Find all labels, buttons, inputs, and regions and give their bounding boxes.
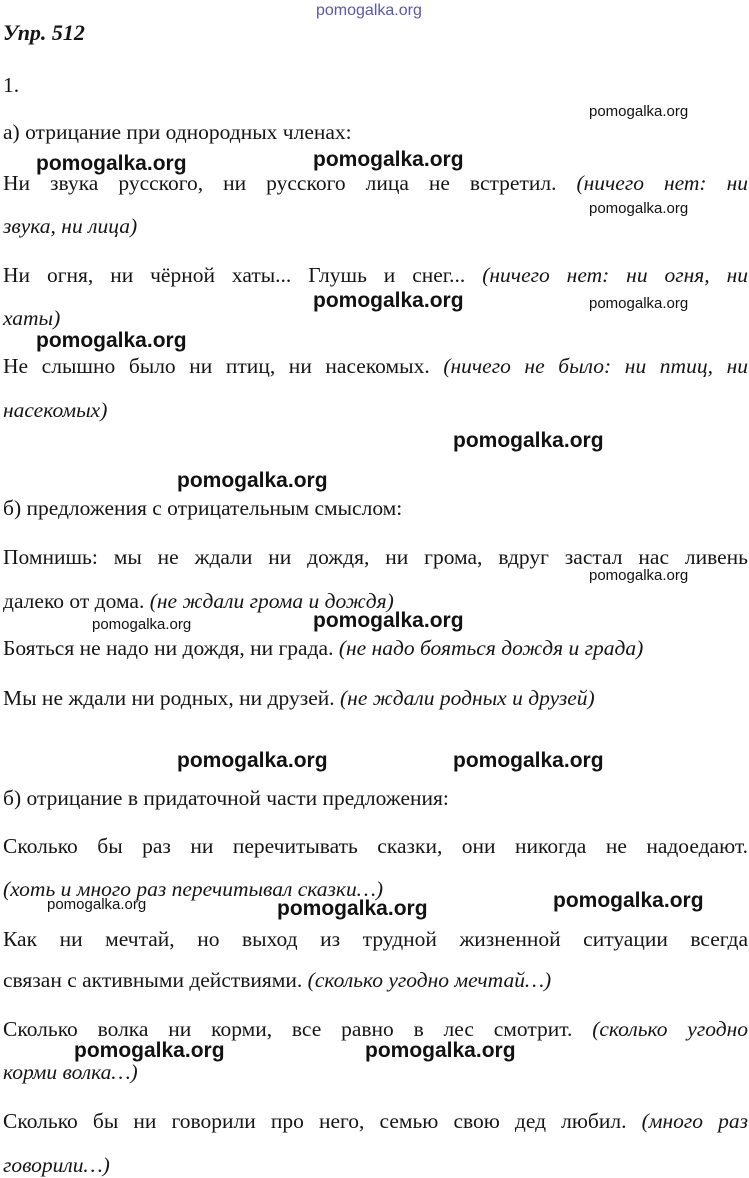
watermark[interactable]: pomogalka.org: [553, 889, 704, 912]
sentence-note-end: хаты): [3, 306, 61, 330]
watermark[interactable]: pomogalka.org: [589, 567, 689, 584]
sentence-note-start: (ничего нет: ни: [576, 171, 749, 195]
sentence-text: Ни звука русского, ни русского лица не встретил.: [3, 171, 557, 195]
watermark[interactable]: pomogalka.org: [177, 749, 328, 772]
exercise-title: Упр. 512: [3, 20, 85, 45]
section-heading-b: б) предложения с отрицательным смыслом:: [3, 496, 403, 520]
sentence-text: Сколько бы ни говорили про него, семью свою дед любил.: [3, 1109, 627, 1133]
sentence-text-end: связан с активными действиями.: [3, 968, 303, 992]
sentence-note: (хоть и много раз перечитывал сказки…): [3, 877, 384, 901]
sentence-note: (не ждали грома и дождя): [149, 589, 394, 613]
sentence-text-start: Как ни мечтай, но выход из трудной жизненной ситуации всегда: [3, 927, 748, 951]
watermark[interactable]: pomogalka.org: [47, 896, 147, 913]
sentence-note-start: (ничего не было: ни птиц, ни: [443, 354, 748, 378]
watermark[interactable]: pomogalka.org: [92, 616, 192, 633]
sentence-note-start: (ничего нет: ни огня, ни: [482, 263, 749, 287]
section-heading-c: б) отрицание в придаточной части предложения:: [3, 786, 449, 810]
task-number: 1.: [3, 73, 20, 97]
sentence-text: Ни огня, ни чёрной хаты... Глушь и снег...: [3, 263, 466, 287]
watermark[interactable]: pomogalka.org: [453, 429, 604, 452]
sentence-note: (не ждали родных и друзей): [340, 686, 595, 710]
sentence-text-start: Помнишь: мы не ждали ни дождя, ни грома, вдруг застал нас ливень: [3, 545, 748, 569]
sentence-note-end: звука, ни лица): [3, 214, 138, 238]
watermark[interactable]: pomogalka.org: [589, 103, 689, 120]
sentence-note-start: (сколько угодно: [592, 1017, 748, 1041]
watermark[interactable]: pomogalka.org: [177, 469, 328, 492]
watermark[interactable]: pomogalka.org: [74, 1039, 225, 1062]
sentence-text-end: далеко от дома.: [3, 589, 145, 613]
watermark[interactable]: pomogalka.org: [313, 148, 464, 171]
watermark-top[interactable]: pomogalka.org: [316, 2, 422, 19]
watermark[interactable]: pomogalka.org: [365, 1039, 516, 1062]
watermark[interactable]: pomogalka.org: [453, 749, 604, 772]
sentence-note: (сколько угодно мечтай…): [307, 968, 552, 992]
watermark[interactable]: pomogalka.org: [36, 329, 187, 352]
watermark[interactable]: pomogalka.org: [313, 289, 464, 312]
watermark[interactable]: pomogalka.org: [277, 897, 428, 920]
sentence-text: Мы не ждали ни родных, ни друзей.: [3, 686, 335, 710]
watermark[interactable]: pomogalka.org: [313, 609, 464, 632]
sentence-b3: [3, 685, 595, 711]
sentence-note-start: (много раз: [641, 1109, 749, 1133]
watermark[interactable]: pomogalka.org: [589, 295, 689, 312]
sentence-note-end: говорили…): [3, 1153, 110, 1177]
section-heading-a: а) отрицание при однородных членах:: [3, 120, 352, 144]
sentence-text: Сколько волка ни корми, все равно в лес смотрит.: [3, 1017, 573, 1041]
sentence-b2: [3, 635, 643, 661]
sentence-note-end: насекомых): [3, 398, 108, 422]
sentence-note: (не надо бояться дождя и града): [338, 636, 644, 660]
sentence-text: Бояться не надо ни дождя, ни града.: [3, 636, 334, 660]
sentence-note-end: корми волка…): [3, 1060, 138, 1084]
watermark[interactable]: pomogalka.org: [589, 200, 689, 217]
watermark[interactable]: pomogalka.org: [36, 152, 187, 175]
sentence-text: Не слышно было ни птиц, ни насекомых.: [3, 354, 430, 378]
sentence-text: Сколько бы раз ни перечитывать сказки, они никогда не надоедают.: [3, 834, 748, 858]
